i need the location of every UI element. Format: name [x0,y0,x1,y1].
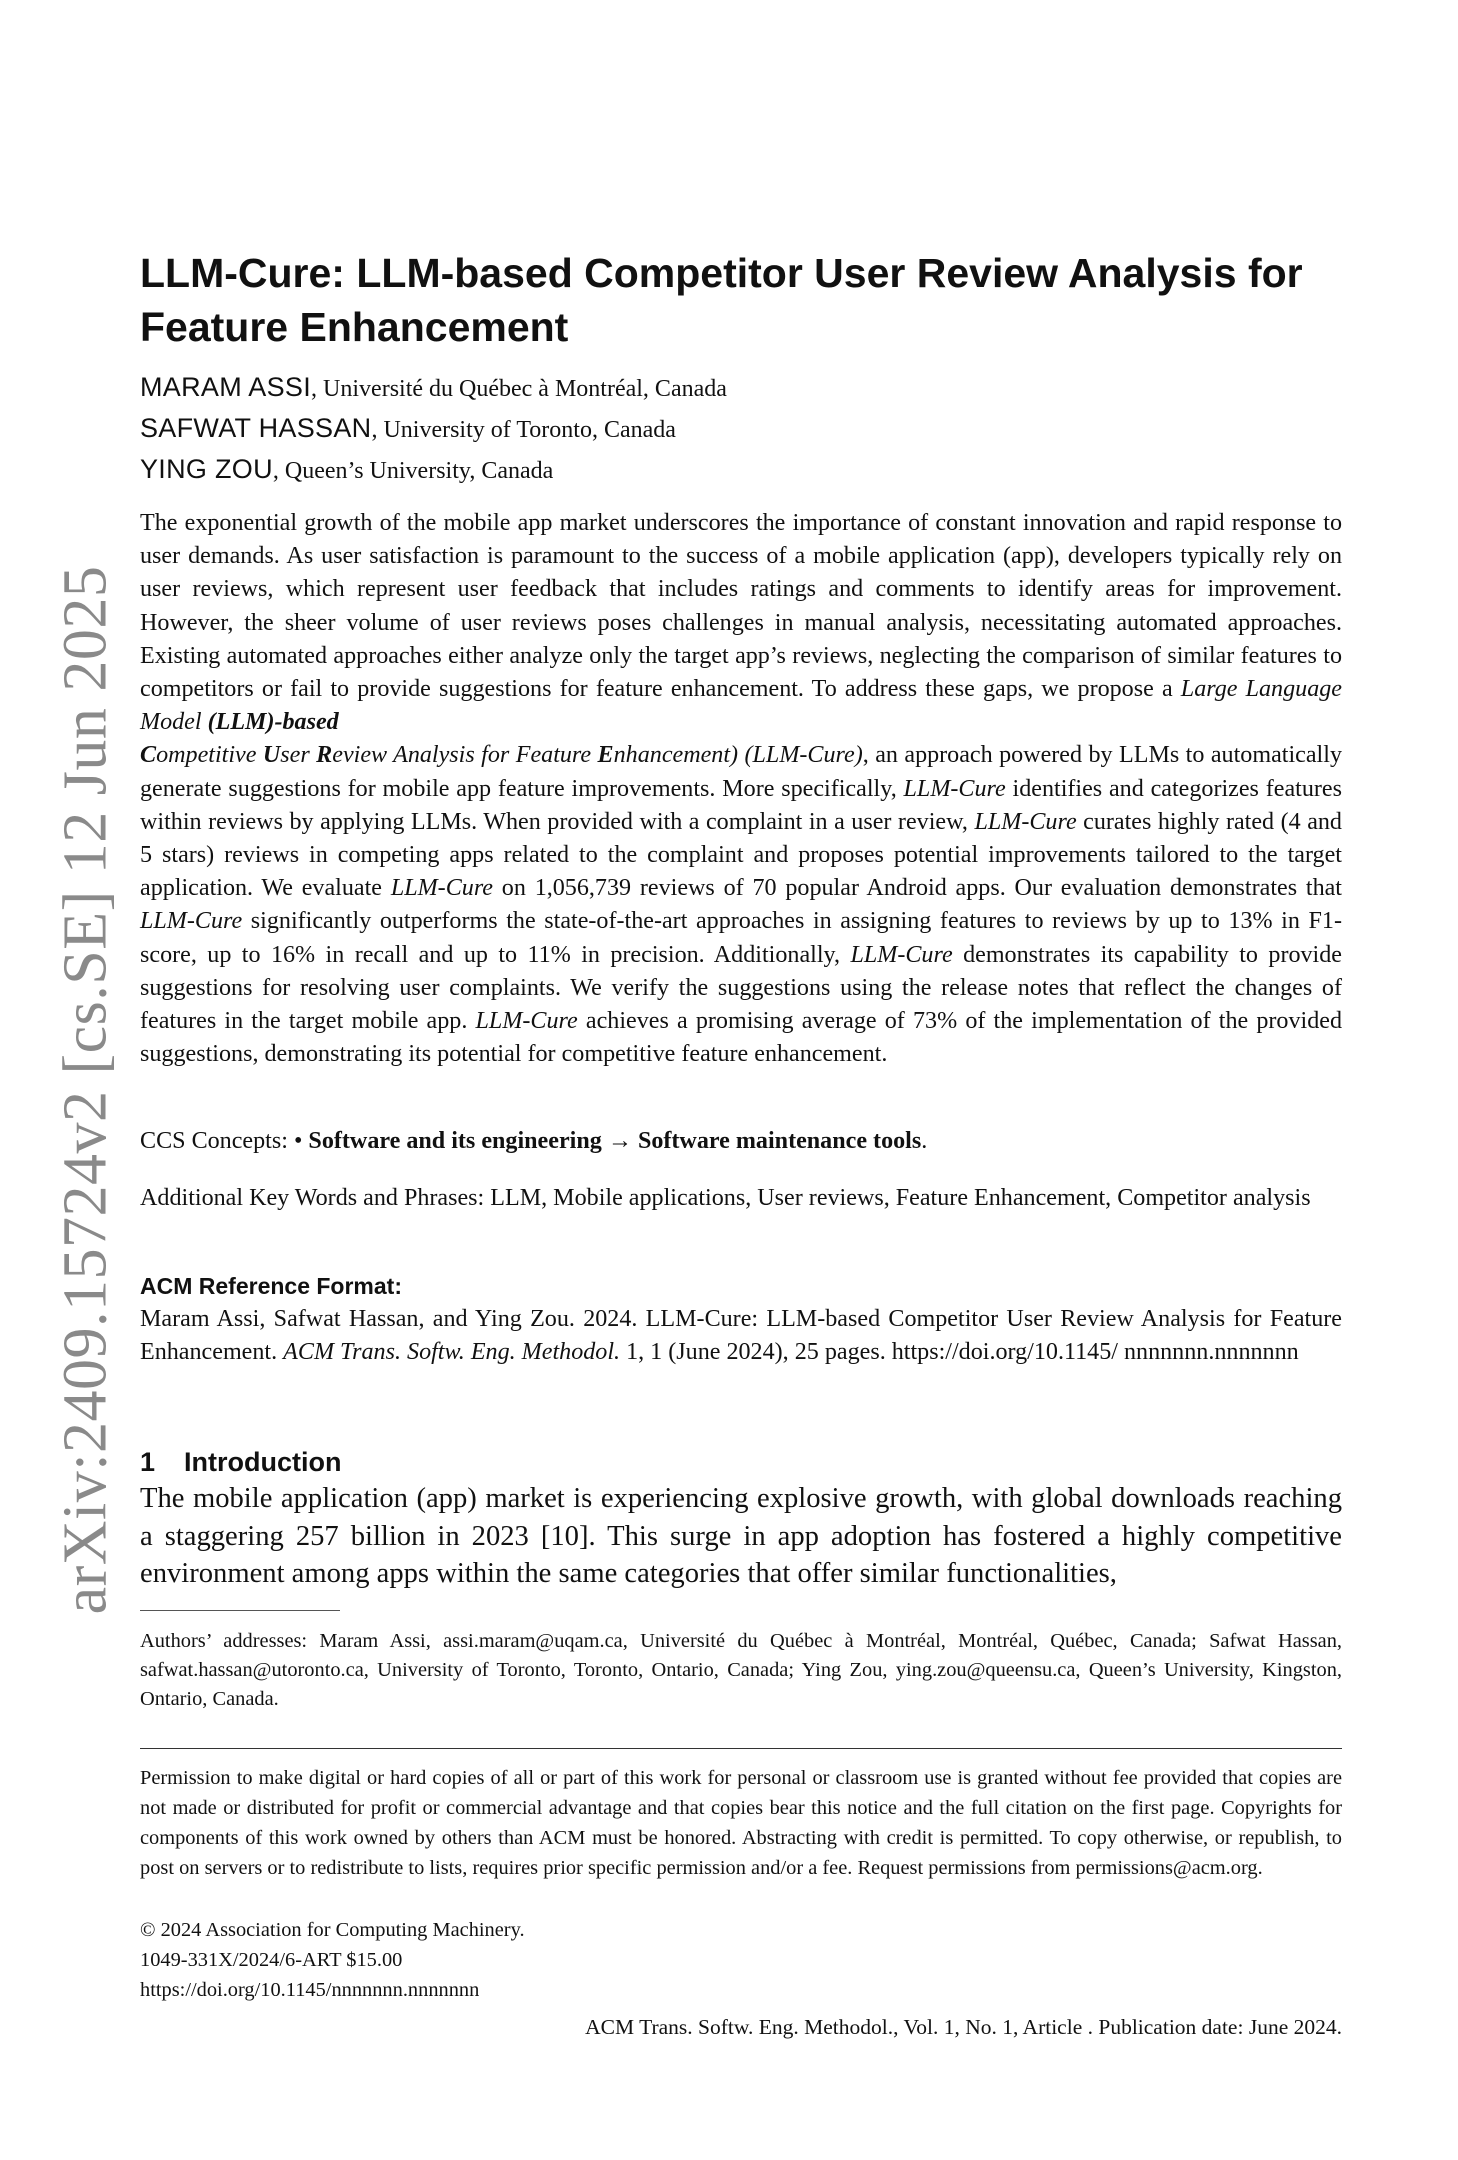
method-short-name: LLM-Cure [850,941,953,968]
doi-line: https://doi.org/10.1145/nnnnnnn.nnnnnnn [140,1979,480,2001]
acm-reference [140,1270,1342,1369]
abstract-text: , an approach powered by LLMs to automatically generate suggestions for mobile app feature improvements. More specifically, [140,742,1342,802]
method-name-part: Large Language Model [140,676,1342,736]
paper-title-line-1: LLM-Cure: LLM-based Competitor User Review Analysis for [140,250,1303,296]
method-short-name: LLM-Cure [903,775,1006,802]
method-short-name: LLM-Cure [974,808,1077,835]
acm-reference-text [140,1303,1342,1369]
author-entry: YING ZOU, Queen’s University, Canada [140,454,554,484]
section-number: 1 [140,1447,156,1477]
author-list [140,368,1342,491]
permission-divider [140,1748,1342,1749]
abstract-text: curates highly rated (4 and 5 stars) reviews in competing apps related to the complaint and proposes potential improvements tailored to the target application. We evaluate [140,808,1342,902]
copyright-line: © 2024 Association for Computing Machinery. [140,1919,525,1941]
ccs-end: . [921,1128,928,1154]
method-short-name: LLM-Cure [475,1008,578,1035]
issn-line: 1049-331X/2024/6-ART $15.00 [140,1949,403,1971]
method-name-initial: E [597,742,614,769]
section-title: Introduction [184,1447,342,1477]
method-name-part: ompetitive [156,742,263,769]
acm-reference-details: 1, 1 (June 2024), 25 pages. https://doi.org/10.1145/ nnnnnnn.nnnnnnn [620,1339,1299,1365]
arxiv-identifier: arXiv:2409.15724v2 [cs.SE] 12 Jun 2025 [51,565,120,1615]
method-short-name: (LLM-Cure) [744,742,863,769]
abstract-text: The exponential growth of the mobile app market underscores the importance of constant innovation and rapid response to user demands. As user satisfaction is paramount to the success of a mobile application (app), developers typically rely on user reviews, which represent user feedback that includes ratings and comments to identify areas for improvement. However, the sheer volume of user reviews poses challenges in manual analysis, necessitating automated approaches. Existing automated approaches either analyze only the target app’s reviews, neglecting the comparison of similar features to competitors or fail to provide suggestions for feature enhancement. To address these gaps, we propose a [140,510,1342,703]
section-heading [140,1444,341,1480]
abstract-text: demonstrates its capability to provide suggestions for resolving user complaints. We verify the suggestions using the release notes that reflect the changes of features in the target mobile app. [140,941,1342,1035]
method-name-initial: C [140,742,157,769]
method-short-name: LLM-Cure [140,908,243,935]
copyright-block [140,1915,1342,2005]
paper-title-line-2: Feature Enhancement [140,304,569,350]
author-name: MARAM ASSI [140,372,312,402]
permission-notice: Permission to make digital or hard copies of all or part of this work for personal or classroom use is granted without fee provided that copies are not made or distributed for profit or commercial advantage and that copies bear this notice and the full citation on the first page. Copyrights for components of this work owned by others than ACM must be honored. Abstracting with credit is permitted. To copy otherwise, or republish, to post on servers or to redistribute to lists, requires prior specific permission and/or a fee. Request permissions from permissions@acm.org. [140,1767,1342,1879]
author-name: SAFWAT HASSAN [140,413,372,443]
method-name-initial: U [262,742,281,769]
ccs-label: CCS Concepts: • [140,1128,309,1154]
author-name: YING ZOU [140,454,273,484]
method-name-initial: R [316,742,333,769]
abstract-text: significantly outperforms the state-of-the-art approaches in assigning features to reviews by up to 13% in F1-score, up to 16% in recall and up to 11% in precision. Additionally, [140,908,1342,968]
abstract [140,507,1342,1071]
author-affiliation: Queen’s University, Canada [284,458,554,484]
author-entry: SAFWAT HASSAN, University of Toronto, Canada [140,413,676,443]
acm-reference-citation: Maram Assi, Safwat Hassan, and Ying Zou. 2024. LLM-Cure: LLM-based Competitor User Review Analysis for Feature Enhancement. [140,1306,1342,1365]
abstract-text: achieves a promising average of 73% of the implementation of the provided suggestions, demonstrating its potential for competitive feature enhancement. [140,1008,1343,1068]
abstract-text: identifies and categorizes features within reviews by applying LLMs. When provided with a complaint in a user review, [140,775,1342,835]
abstract-text: on 1,056,739 reviews of 70 popular Android apps. Our evaluation demonstrates that [493,875,1343,902]
introduction-text: The mobile application (app) market is experiencing explosive growth, with global downloads reaching a staggering 257 billion in 2023 [10]. This surge in app adoption has fostered a highly competitive environment among apps within the same categories that offer similar functionalities, [140,1483,1342,1589]
paper-title [140,246,1342,354]
author-affiliation: Université du Québec à Montréal, Canada [323,376,727,402]
author-entry: MARAM ASSI, Université du Québec à Montréal, Canada [140,372,727,402]
acm-reference-heading: ACM Reference Format: [140,1273,402,1299]
ccs-arrow: → [601,1128,638,1154]
method-name-part: (LLM)-based [207,709,339,736]
ccs-concept: Software and its engineering [308,1128,602,1154]
ccs-sub-concept: Software maintenance tools [637,1128,922,1154]
author-addresses: Authors’ addresses: Maram Assi, assi.maram@uqam.ca, Université du Québec à Montréal, Montréal, Québec, Canada; Safwat Hassan, safwat.hassan@utoronto.ca, University of Toronto, Toronto, Ontario, Canada; Ying Zou, ying.zou@queensu.ca, Queen’s University, Kingston, Ontario, Canada. [140,1630,1342,1710]
footnote-divider [140,1610,340,1611]
method-name-part: nhancement) [613,742,739,769]
running-footer: ACM Trans. Softw. Eng. Methodol., Vol. 1, No. 1, Article . Publication date: June 2024. [585,2015,1342,2039]
keywords: Additional Key Words and Phrases: LLM, Mobile applications, User reviews, Feature Enhancement, Competitor analysis [140,1185,1311,1211]
ccs-concepts [140,1125,1342,1158]
author-affiliation: University of Toronto, Canada [383,417,676,443]
acm-reference-journal: ACM Trans. Softw. Eng. Methodol. [283,1339,621,1365]
method-name-part: eview Analysis for Feature [332,742,598,769]
method-name-part: ser [280,742,317,769]
method-short-name: LLM-Cure [390,875,493,902]
arxiv-sidebar [0,0,130,2160]
